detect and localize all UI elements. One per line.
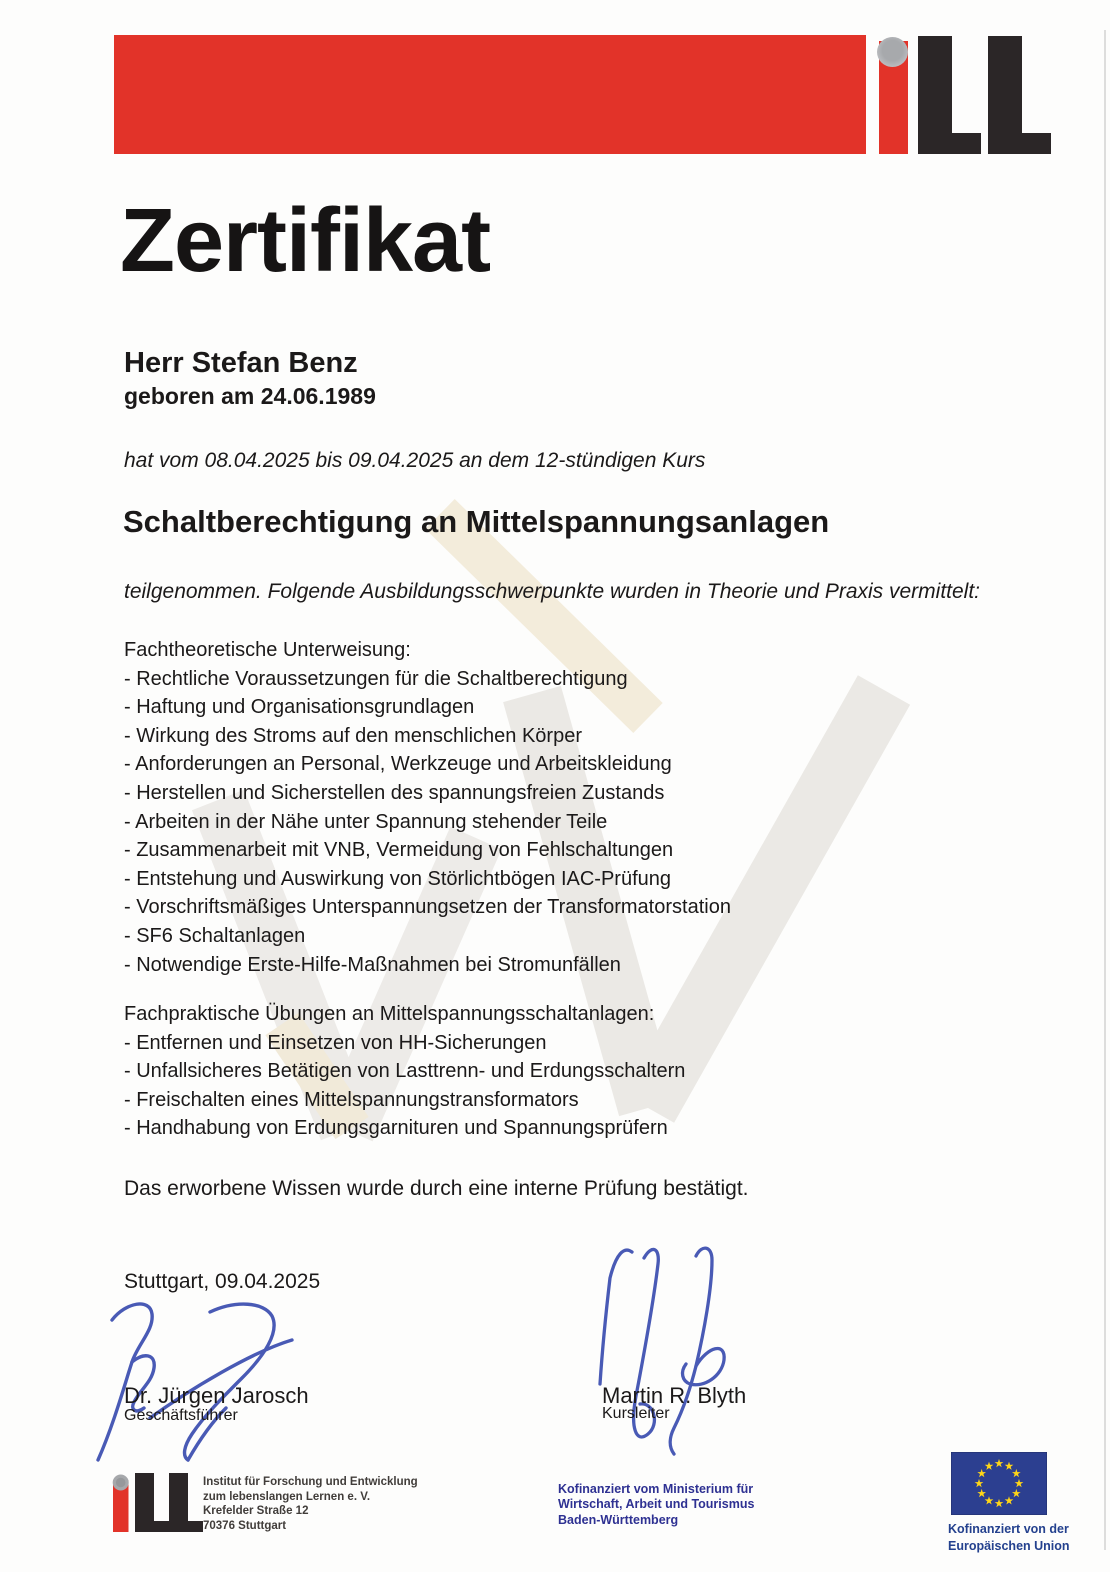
place-date: Stuttgart, 09.04.2025: [124, 1270, 321, 1293]
list-item: - Wirkung des Stroms auf den menschlichen Körper: [124, 724, 582, 747]
list-item: - SF6 Schaltanlagen: [124, 924, 306, 947]
list-item: - Haftung und Organisationsgrundlagen: [124, 696, 475, 719]
institute-line: zum lebenslangen Lernen e. V.: [203, 1490, 371, 1503]
institute-address: [203, 1475, 418, 1533]
scan-edge-line: [1104, 30, 1106, 1550]
signature-right-ink: [580, 1238, 745, 1463]
eu-flag-icon: [951, 1452, 1047, 1515]
list-item: - Entfernen und Einsetzen von HH-Sicherungen: [124, 1031, 547, 1054]
list-item: - Zusammenarbeit mit VNB, Vermeidung von Fehlschaltungen: [124, 839, 674, 862]
ministry-line: Baden-Württemberg: [558, 1512, 679, 1527]
list-item: - Entstehung und Auswirkung von Störlichtbögen IAC-Prüfung: [124, 867, 671, 890]
ministry-cofinancing-note: [558, 1482, 754, 1528]
signatory-left-name: Dr. Jürgen Jarosch: [124, 1383, 309, 1408]
practice-section: [124, 1000, 685, 1143]
list-item: - Vorschriftsmäßiges Unterspannungsetzen der Transformatorstation: [124, 896, 731, 919]
course-intro-line: hat vom 08.04.2025 bis 09.04.2025 an dem 12-stündigen Kurs: [124, 449, 706, 472]
list-item: - Herstellen und Sicherstellen des spannungsfreien Zustands: [124, 781, 665, 804]
eu-caption-line: Kofinanziert von der: [948, 1522, 1069, 1536]
course-title: Schaltberechtigung an Mittelspannungsanlagen: [123, 504, 830, 539]
logo-i-dot-icon: [877, 37, 908, 67]
theory-section: [124, 636, 731, 979]
list-item: - Anforderungen an Personal, Werkzeuge und Arbeitskleidung: [124, 753, 672, 776]
list-item: - Rechtliche Voraussetzungen für die Schaltberechtigung: [124, 667, 628, 690]
signature-left-ink: [92, 1296, 312, 1468]
footer-ill-logo-icon: [111, 1473, 203, 1532]
confirmation-line: Das erworbene Wissen wurde durch eine interne Prüfung bestätigt.: [124, 1177, 749, 1200]
institute-line: Institut für Forschung und Entwicklung: [203, 1476, 418, 1488]
list-item: - Handhabung von Erdungsgarnituren und Spannungsprüfern: [124, 1117, 668, 1140]
signatory-right-role: Kursleiter: [602, 1405, 670, 1422]
list-item: - Freischalten eines Mittelspannungstransformators: [124, 1088, 579, 1111]
recipient-name: Herr Stefan Benz: [124, 347, 358, 379]
participation-line: teilgenommen. Folgende Ausbildungsschwerpunkte wurden in Theorie und Praxis vermittelt:: [124, 580, 981, 603]
list-item: - Notwendige Erste-Hilfe-Maßnahmen bei Stromunfällen: [124, 953, 621, 976]
list-item: - Unfallsicheres Betätigen von Lasttrenn- und Erdungsschaltern: [124, 1060, 686, 1083]
list-item: - Arbeiten in der Nähe unter Spannung stehender Teile: [124, 810, 608, 833]
header-red-bar-icon: [114, 35, 866, 154]
eu-caption-line: Europäischen Union: [948, 1538, 1070, 1553]
practice-heading: Fachpraktische Übungen an Mittelspannungsschaltanlagen:: [124, 1003, 655, 1025]
institute-line: Krefelder Straße 12: [203, 1505, 309, 1518]
institute-line: 70376 Stuttgart: [203, 1519, 287, 1532]
logo-ll-icon: [918, 36, 1051, 154]
page-title: Zertifikat: [120, 191, 491, 291]
ministry-line: Wirtschaft, Arbeit und Tourismus: [558, 1497, 755, 1512]
recipient-birth: geboren am 24.06.1989: [124, 383, 376, 409]
theory-heading: Fachtheoretische Unterweisung:: [124, 639, 411, 661]
signatory-left-role: Geschäftsführer: [124, 1407, 238, 1424]
eu-cofinancing-note: [948, 1521, 1070, 1554]
ministry-line: Kofinanziert vom Ministerium für: [558, 1482, 754, 1496]
signatory-right-name: Martin R. Blyth: [602, 1383, 747, 1408]
